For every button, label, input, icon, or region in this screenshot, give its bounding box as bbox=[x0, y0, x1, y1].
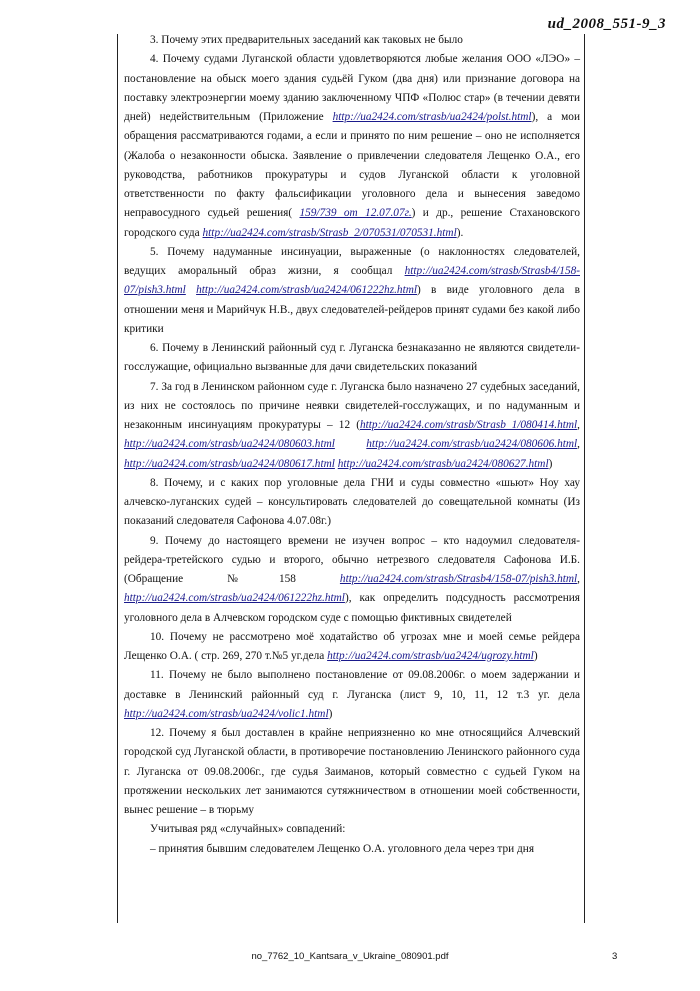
paragraph-text: ) в виде уголовного дела в отношении меня и Марийчук Н.В., двух следователей-рейдеров принят судами без какой либо критики bbox=[124, 284, 581, 335]
document-body bbox=[124, 31, 580, 859]
paragraph-text: ). bbox=[456, 226, 464, 239]
body-paragraph bbox=[124, 628, 580, 667]
hyperlink[interactable]: http://ua2424.com/strasb/ua2424/061222hz.html bbox=[124, 592, 345, 605]
paragraph-text: 8. Почему, и с каких пор уголовные дела ГНИ и суды совместно «шьют» Ноу хау алчевско-луганских судей – консультировать следователей до совещательной комнаты (Из показаний следователя Сафонова 4.07.08г.) bbox=[124, 476, 580, 528]
hyperlink[interactable]: http://ua2424.com/strasb/ua2424/080603.html bbox=[124, 438, 335, 451]
paragraph-text: ) bbox=[548, 457, 553, 470]
paragraph-text: 12. Почему я был доставлен в крайне неприязненно ко мне относящийся Алчевский городской суд Луганской области, в противоречие постановлению Ленинского районного суда г. Луганска от 09.08.2006г., где судья Заиманов, который совместно с судьей Гуком на протяжении нескольких лет занимаются сутяжничеством в отношении моей собственности, вынес решение – в тюрьму bbox=[124, 727, 580, 816]
paragraph-text bbox=[186, 284, 196, 296]
body-paragraph bbox=[124, 840, 580, 859]
hyperlink[interactable]: http://ua2424.com/strasb/ua2424/080606.html bbox=[366, 438, 578, 451]
body-paragraph bbox=[124, 339, 580, 378]
paragraph-text bbox=[335, 438, 366, 450]
paragraph-text: 6. Почему в Ленинский районный суд г. Луганска безнаказанно не являются свидетели-госслужащие, официально вызванные для дачи свидетельских показаний bbox=[124, 342, 580, 374]
paragraph-text: 5. Почему надуманные инсинуации, выраженные (о наклонностях следователей, ведущих аморальный образ жизни, я сообщал bbox=[124, 245, 580, 277]
body-paragraph bbox=[124, 474, 580, 532]
hyperlink[interactable]: 159/739 от 12.07.07г. bbox=[299, 207, 412, 220]
document-id-header: ud_2008_551-9_3 bbox=[547, 16, 666, 32]
hyperlink[interactable]: http://ua2424.com/strasb/ua2424/ugrozy.html bbox=[327, 650, 534, 662]
paragraph-text: 10. Почему не рассмотрено моё ходатайство об угрозах мне и моей семье рейдера Лещенко О.А. ( стр. 269, 270 т.№5 уг.дела bbox=[124, 630, 580, 662]
paragraph-text: 3. Почему этих предварительных заседаний как таковых не было bbox=[150, 34, 463, 46]
hyperlink[interactable]: http://ua2424.com/strasb/Strasb4/158-07/pish3.html bbox=[339, 573, 578, 585]
hyperlink[interactable]: http://ua2424.com/strasb/ua2424/080617.html bbox=[124, 457, 335, 470]
paragraph-text: – принятия бывшим следователем Лещенко О.А. уголовного дела через три дня bbox=[150, 842, 535, 855]
paragraph-text: ) bbox=[533, 650, 538, 662]
paragraph-text: 11. Почему не было выполнено постановление от 09.08.2006г. о моем задержании и доставке в Ленинский районный суд г. Луганска (лист 9, 10, 11, 12 т.3 уг. дела bbox=[124, 669, 580, 701]
page-number: 3 bbox=[612, 951, 618, 962]
footer-filename: no_7762_10_Kantsara_v_Ukraine_080901.pdf bbox=[251, 951, 449, 962]
body-paragraph bbox=[124, 243, 580, 339]
paragraph-text: , bbox=[577, 419, 580, 431]
paragraph-text: ), а мои обращения рассматриваются годами, а если и принято по ним решение – оно не исполняется (Жалоба о незаконности обыска. Заявление о привлечении следователя Лещенко О.А., его руководства, работников прокуратуры и судов Луганской области к уголовной ответственности по факту фальсификации уголовного дела и вынесения заведомо неправосудного судьей решения( bbox=[124, 111, 581, 220]
paragraph-text: Учитывая ряд «случайных» совпадений: bbox=[150, 823, 346, 836]
paragraph-text: , bbox=[577, 573, 580, 585]
hyperlink[interactable]: http://ua2424.com/strasb/ua2424/volic1.html bbox=[124, 707, 329, 720]
paragraph-text: ), как определить подсудность рассмотрения уголовного дела в Алчевском городском суде с помощью фиктивных свидетелей bbox=[124, 592, 580, 624]
body-paragraph bbox=[124, 378, 580, 474]
paragraph-text: 9. Почему до настоящего времени не изучен вопрос – кто надоумил следователя-рейдера-третейского судью и второго, обычно нетрезвого следователя Сафонова И.Б. (Обращение №158 bbox=[124, 534, 580, 585]
body-paragraph bbox=[124, 724, 580, 820]
body-paragraph bbox=[124, 666, 580, 724]
body-paragraph bbox=[124, 50, 580, 243]
hyperlink[interactable]: http://ua2424.com/strasb/ua2424/061222hz.html bbox=[196, 284, 418, 297]
paragraph-text: 7. За год в Ленинском районном суде г. Луганска было назначено 27 судебных заседаний, из них не состоялось по причине неявки свидетелей-госслужащих, и по надуманным и незаконным инсинуациям прокуратуры – 12 ( bbox=[124, 380, 580, 431]
paragraph-text: ) и др., решение Стахановского городского суда bbox=[124, 207, 580, 239]
paragraph-text: ) bbox=[328, 707, 333, 720]
hyperlink[interactable]: http://ua2424.com/strasb/ua2424/polst.html bbox=[332, 111, 532, 123]
left-margin-line bbox=[117, 34, 118, 923]
hyperlink[interactable]: http://ua2424.com/strasb/Strasb_1/080414.html bbox=[360, 419, 578, 431]
body-paragraph bbox=[124, 820, 580, 839]
hyperlink[interactable]: http://ua2424.com/strasb/ua2424/080627.html bbox=[337, 457, 549, 470]
paragraph-text: , bbox=[577, 438, 580, 451]
right-margin-line bbox=[584, 34, 585, 923]
paragraph-text: 4. Почему судами Луганской области удовлетворяются любые желания ООО «ЛЭО» – постановление на обыск моего здания судьёй Гуком (два дня) или признание договора на поставку электроэнергии моему зданию заключенному ЧПФ «Полюс стар» (в течении девяти дней) недействительным (Приложение bbox=[124, 53, 580, 123]
hyperlink[interactable]: http://ua2424.com/strasb/Strasb4/158-07/pish3.html bbox=[124, 265, 580, 297]
hyperlink[interactable]: http://ua2424.com/strasb/Strasb_2/070531/070531.html bbox=[202, 226, 457, 239]
body-paragraph bbox=[124, 31, 580, 50]
body-paragraph bbox=[124, 532, 580, 628]
